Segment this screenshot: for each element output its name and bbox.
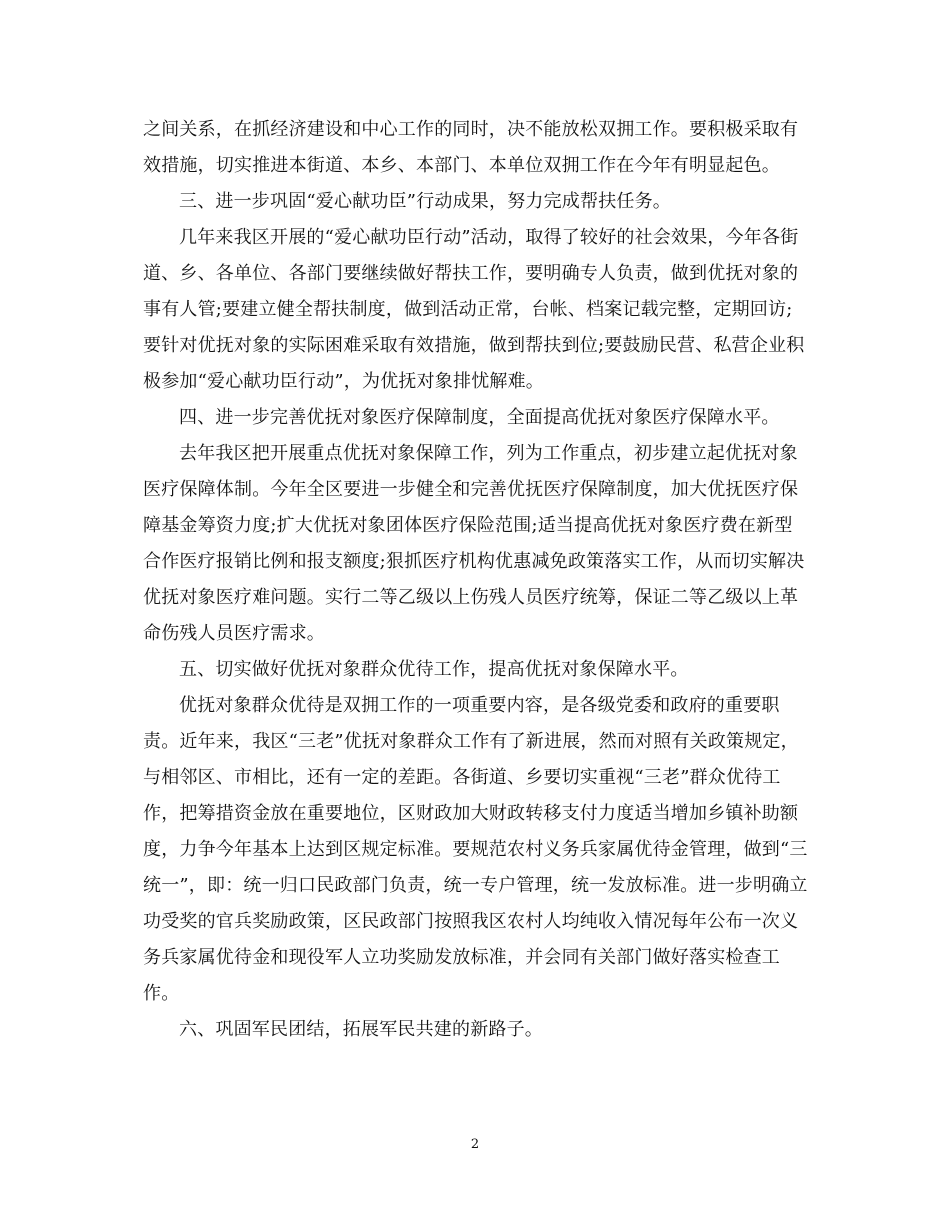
paragraph-section-4: 去年我区把开展重点优抚对象保障工作，列为工作重点，初步建立起优抚对象医疗保障体制。今年全区要进一步健全和完善优抚医疗保障制度，加大优抚医疗保障基金筹资力度;扩大优抚对象团体医疗保险范围;适当提高优抚对象医疗费在新型合作医疗报销比例和报支额度;狠抓医疗机构优惠减免政策落实工作，从而切实解决优抚对象医疗难问题。实行二等乙级以上伤残人员医疗统筹，保证二等乙级以上革命伤残人员医疗需求。 — [143, 443, 805, 644]
paragraph-section-5: 优抚对象群众优待是双拥工作的一项重要内容，是各级党委和政府的重要职责。近年来，我区“三老”优抚对象群众工作有了新进展，然而对照有关政策规定，与相邻区、市相比，还有一定的差距。各街道、乡要切实重视“三老”群众优待工作，把筹措资金放在重要地位，区财政加大财政转移支付力度适当增加乡镇补助额度，力争今年基本上达到区规定标准。要规范农村义务兵家属优待金管理，做到“三统一”，即：统一归口民政部门负责，统一专户管理，统一发放标准。进一步明确立功受奖的官兵奖励政策，区民政部门按照我区农村人均纯收入情况每年公布一次义务兵家属优待金和现役军人立功奖励发放标准，并会同有关部门做好落实检查工作。 — [143, 695, 808, 1004]
page-number: 2 — [470, 1137, 480, 1152]
section-heading-5: 五、切实做好优抚对象群众优待工作，提高优抚对象保障水平。 — [179, 659, 689, 680]
document-body — [143, 112, 808, 1048]
paragraph-continuation: 之间关系，在抓经济建设和中心工作的同时，决不能放松双拥工作。要积极采取有效措施，切实推进本街道、本乡、本部门、本单位双拥工作在今年有明显起色。 — [143, 119, 799, 176]
section-heading-4: 四、进一步完善优抚对象医疗保障制度，全面提高优抚对象医疗保障水平。 — [179, 407, 780, 428]
section-heading-6: 六、巩固军民团结，拓展军民共建的新路子。 — [179, 1019, 543, 1040]
section-heading-3: 三、进一步巩固“爱心献功臣”行动成果，努力完成帮扶任务。 — [179, 191, 672, 212]
paragraph-section-3: 几年来我区开展的“爱心献功臣行动”活动，取得了较好的社会效果，今年各街道、乡、各单位、各部门要继续做好帮扶工作，要明确专人负责，做到优抚对象的事有人管;要建立健全帮扶制度，做到活动正常，台帐、档案记载完整，定期回访;要针对优抚对象的实际困难采取有效措施，做到帮扶到位;要鼓励民营、私营企业积极参加“爱心献功臣行动”，为优抚对象排忧解难。 — [143, 227, 805, 392]
